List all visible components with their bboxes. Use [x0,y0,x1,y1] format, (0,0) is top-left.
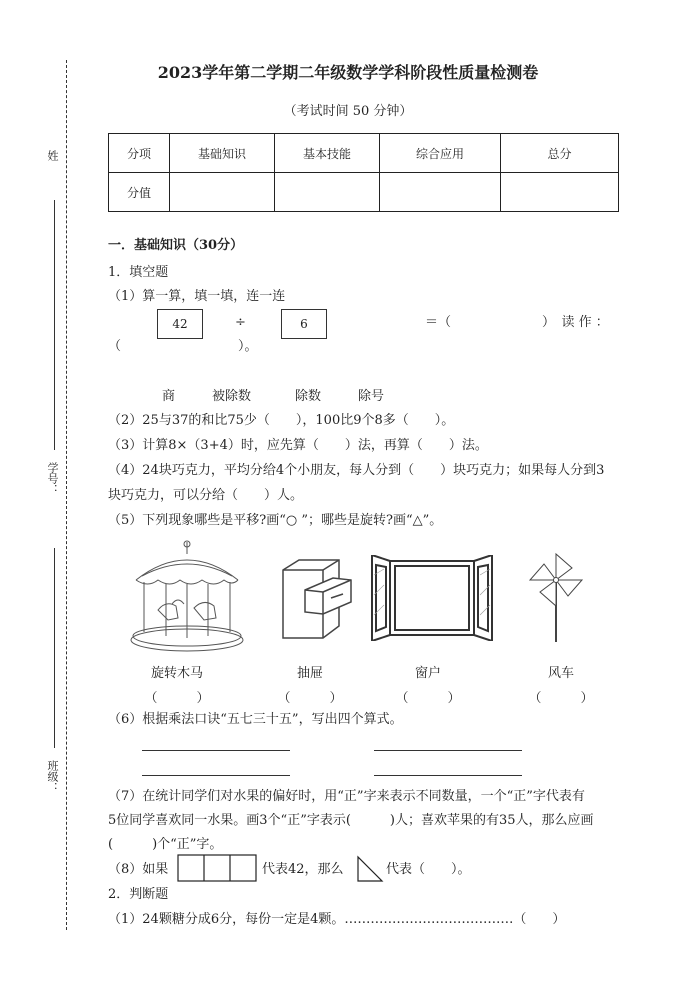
student-id-label: 学号： [46,462,59,495]
q1-5: （5）下列现象哪些是平移?画“○ ”；哪些是旋转?画“△”。 [108,513,443,528]
three-boxes-shape [177,854,257,882]
answer-line[interactable] [374,750,522,751]
triangle-shape [356,855,384,883]
q2-1: （1）24颗糖分成6分，每份一定是4颗。…………………………………（ ） [108,912,566,927]
row-label: 分值 [109,173,170,212]
q1-7-line2: 5位同学喜欢同一水果。画3个“正”字表示( )人；喜欢苹果的有35人，那么应画 [108,813,594,828]
pinwheel-image [528,550,584,644]
carousel-image [128,540,246,652]
answer-paren[interactable]: （ ） [528,691,594,706]
answer-line[interactable] [142,775,290,776]
score-cell[interactable] [501,173,619,212]
dividend-box: 42 [157,309,203,339]
division-sign: ÷ [235,315,246,330]
q1-8-middle: 代表42，那么 [262,862,344,877]
header-cell: 基础知识 [170,134,275,173]
exam-title: 2023学年第二学期二年级数学学科阶段性质量检测卷 [157,63,539,82]
term-label: 除号 [358,389,385,404]
name-label: 姓 [46,150,59,161]
q1-4-line1: （4）24块巧克力，平均分给4个小朋友，每人分到（ ）块巧克力；如果每人分到3 [108,463,605,478]
picture-label: 旋转木马 [150,666,203,681]
section-heading: 一．基础知识（30分） [108,238,244,253]
header-cell: 基本技能 [275,134,380,173]
score-table [108,133,619,212]
header-cell: 分项 [109,134,170,173]
score-cell[interactable] [170,173,275,212]
answer-paren[interactable]: （ ） [144,691,210,706]
answer-line[interactable] [142,750,290,751]
q1-2: （2）25与37的和比75少（ ），100比9个8多（ ）。 [108,413,455,428]
term-label: 除数 [295,389,322,404]
answer-line[interactable] [374,775,522,776]
header-cell: 综合应用 [380,134,501,173]
read-as-blank: （ ）。 [108,339,258,354]
q1-6: （6）根据乘法口诀“五七三十五”，写出四个算式。 [108,712,403,727]
divisor-box: 6 [281,309,327,339]
drawer-image [277,556,353,642]
picture-label: 窗户 [414,666,441,681]
q1-8-suffix: 代表（ ）。 [386,862,471,877]
id-blank-line [54,548,55,748]
header-cell: 总分 [501,134,619,173]
answer-paren[interactable]: （ ） [395,691,461,706]
term-label: 被除数 [212,389,252,404]
name-blank-line [54,200,55,450]
q1-3: （3）计算8×（3+4）时，应先算（ ）法，再算（ ）法。 [108,438,488,453]
score-cell[interactable] [275,173,380,212]
q1-4-line2: 块巧克力，可以分给（ ）人。 [108,488,304,503]
q1-8-prefix: （8）如果 [108,862,169,877]
answer-paren[interactable]: （ ） [277,691,343,706]
q1-1: （1）算一算，填一填，连一连 [108,289,286,304]
score-cell[interactable] [380,173,501,212]
q1-7-line1: （7）在统计同学们对水果的偏好时，用“正”字来表示不同数量，一个“正”字代表有 [108,789,585,804]
picture-label: 风车 [547,666,574,681]
q2-heading: 2．判断题 [108,887,169,902]
window-image [370,555,494,641]
exam-subtitle: （考试时间 50 分钟） [283,104,413,119]
binding-dashed-line [66,60,67,930]
term-label: 商 [162,389,176,404]
picture-label: 抽屉 [296,666,323,681]
equals-blank: ＝（ ） 读 作 ： [425,315,609,330]
q1-7-line3: ( )个“正”字。 [108,837,223,852]
q1-heading: 1．填空题 [108,265,169,280]
class-label: 班级： [46,760,59,793]
